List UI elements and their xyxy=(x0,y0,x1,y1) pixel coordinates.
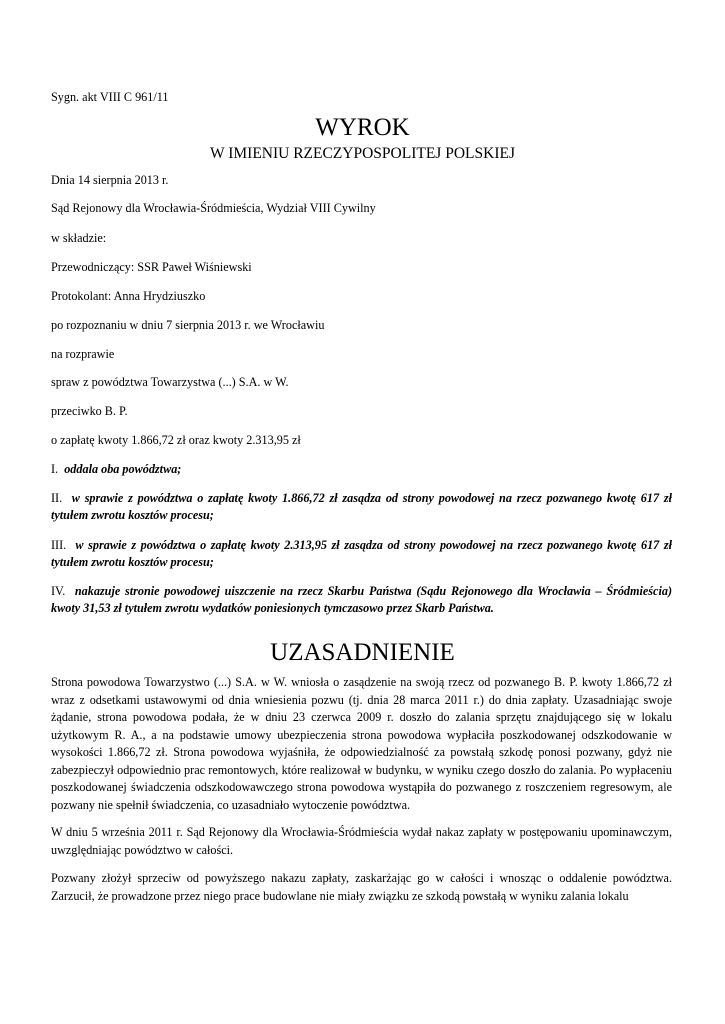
verdict-point-number: II. xyxy=(51,491,63,505)
justification-paragraph: Pozwany złożył sprzeciw od powyższego nakazu zapłaty, zaskarżając go w całości i wnosząc o oddalenie powództwa. Zarzucił, że prowadzone przez niego prace budowlane nie miały związku ze szkodą powstałą w wyniku zalania lokalu xyxy=(51,871,672,903)
presiding-judge: Przewodniczący: SSR Paweł Wiśniewski xyxy=(51,260,252,274)
verdict-point-number: IV. xyxy=(51,584,66,598)
composition-label: w składzie: xyxy=(51,231,107,245)
verdict-point xyxy=(51,583,672,617)
verdict-point-text: oddala oba powództwa; xyxy=(64,462,182,476)
verdict-point-text: w sprawie z powództwa o zapłatę kwoty 2.313,95 zł zasądza od strony powodowej na rzecz pozwanego kwotę 617 zł tytułem zwrotu kosztów procesu; xyxy=(51,538,672,569)
verdict-point-number: I. xyxy=(51,462,59,476)
justification-title: UZASADNIENIE xyxy=(270,639,455,666)
verdict-point-text: w sprawie z powództwa o zapłatę kwoty 1.866,72 zł zasądza od strony powodowej na rzecz pozwanego kwotę 617 zł tytułem zwrotu kosztów procesu; xyxy=(51,491,672,522)
justification-paragraph: W dniu 5 września 2011 r. Sąd Rejonowy dla Wrocławia-Śródmieścia wydał nakaz zapłaty w postępowaniu upominawczym, uwzględniając powództwo w całości. xyxy=(51,825,672,857)
court-clerk: Protokolant: Anna Hrydziuszko xyxy=(51,289,206,303)
defendant: przeciwko B. P. xyxy=(51,404,128,418)
hearing-type: na rozprawie xyxy=(51,347,115,361)
verdict-point xyxy=(51,537,672,571)
verdict-point-text: nakazuje stronie powodowej uiszczenie na rzecz Skarbu Państwa (Sądu Rejonowego dla Wrocławia – Śródmieścia) kwoty 31,53 zł tytułem zwrotu wydatków poniesionych tymczasowo przez Skarb Państwa. xyxy=(51,584,672,615)
verdict-point xyxy=(51,490,672,524)
hearing-date: po rozpoznaniu w dniu 7 sierpnia 2013 r. we Wrocławiu xyxy=(51,318,325,332)
verdict-point xyxy=(51,461,672,478)
justification-paragraph: Strona powodowa Towarzystwo (...) S.A. w W. wniosła o zasądzenie na swoją rzecz od pozwanego B. P. kwoty 1.866,72 zł wraz z odsetkami ustawowymi od dnia wniesienia pozwu (tj. dnia 28 marca 2011 r.) do dnia zapłaty. Uzasadniając swoje żądanie, strona powodowa podała, że w dniu 23 czerwca 2009 r. doszło do zalania sprzętu znajdującego się w lokalu użytkowym R. A., a na podstawie umowy ubezpieczenia strona powodowa wypłaciła poszkodowanej odszkodowanie w wysokości 1.866,72 zł. Strona powodowa wyjaśniła, że odpowiedzialność za powstałą szkodę ponosi pozwany, gdyż nie zabezpieczył odpowiednio prac remontowych, które realizował w budynku, w wyniku czego doszło do zalania. Po wypłaceniu poszkodowanej świadczenia odszkodowawczego strona powodowa wystąpiła do pozwanego z roszczeniem regresowym, ale pozwany nie spełnił świadczenia, co uzasadniało wytoczenie powództwa. xyxy=(51,675,672,812)
verdict-point-number: III. xyxy=(51,538,67,552)
case-signature: Sygn. akt VIII C 961/11 xyxy=(51,90,169,104)
document-title: WYROK xyxy=(315,114,410,141)
judgment-date: Dnia 14 sierpnia 2013 r. xyxy=(51,173,169,187)
court-name: Sąd Rejonowy dla Wrocławia-Śródmieścia, Wydział VIII Cywilny xyxy=(51,201,376,215)
claim-subject: o zapłatę kwoty 1.866,72 zł oraz kwoty 2.313,95 zł xyxy=(51,433,301,447)
plaintiff: spraw z powództwa Towarzystwa (...) S.A. w W. xyxy=(51,375,289,389)
document-subtitle: W IMIENIU RZECZYPOSPOLITEJ POLSKIEJ xyxy=(210,145,515,162)
